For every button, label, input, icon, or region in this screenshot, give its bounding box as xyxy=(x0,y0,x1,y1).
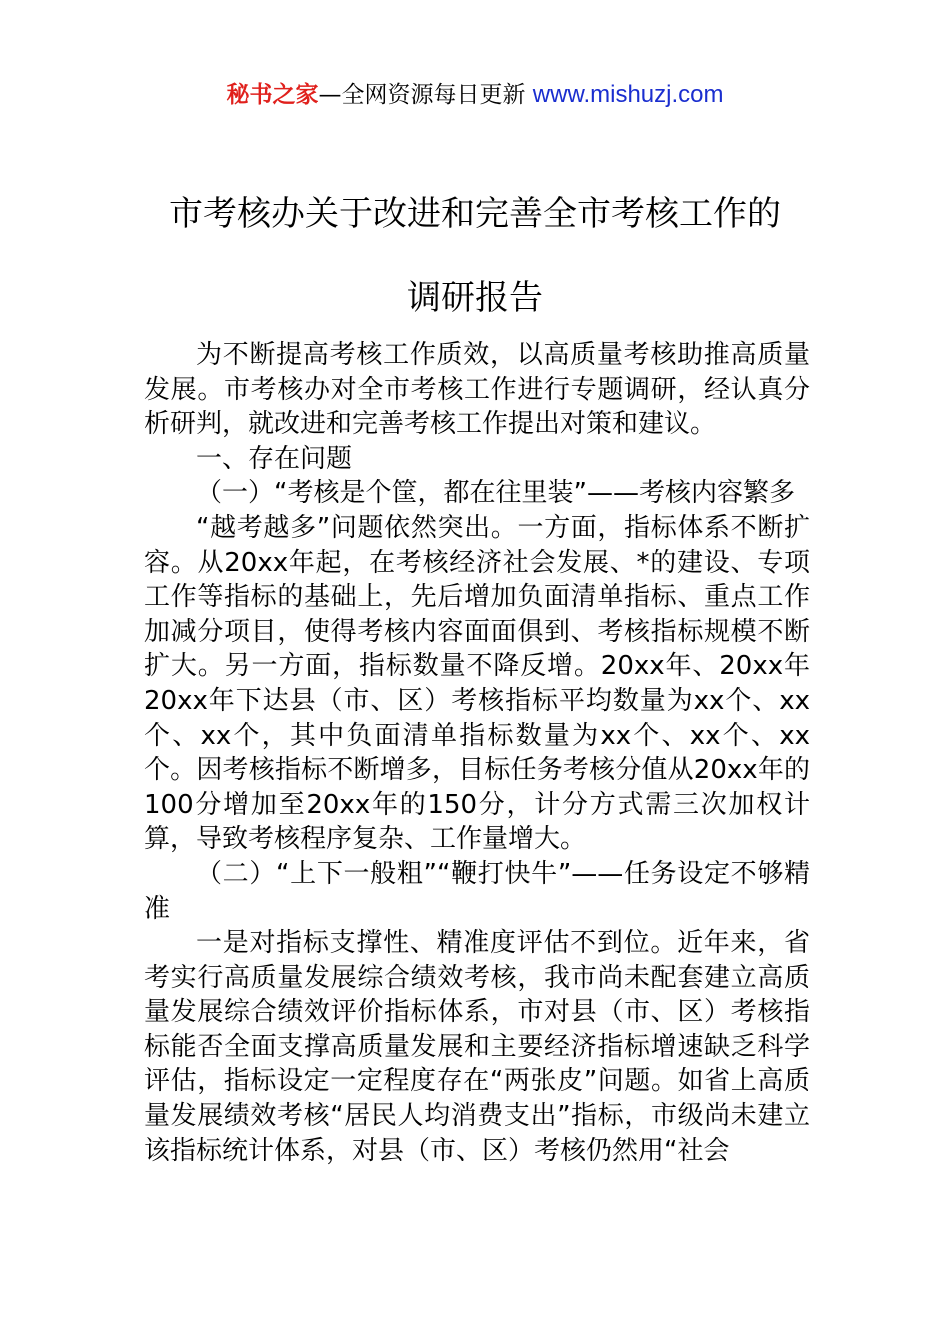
title-line-2: 调研报告 xyxy=(407,278,543,318)
site-tagline: —全网资源每日更新 xyxy=(318,82,526,108)
site-brand: 秘书之家 xyxy=(226,82,319,108)
title-line-1: 市考核办关于改进和完善全市考核工作的 xyxy=(169,194,781,234)
document-title xyxy=(100,172,850,340)
body-paragraph-2: 一是对指标支撑性、精准度评估不到位。近年来，省考实行高质量发展综合绩效考核，我市尚未配套建立高质量发展综合绩效评价指标体系，市对县（市、区）考核指标能否全面支撑高质量发展和主要经济指标增速缺乏科学评估，指标设定一定程度存在“两张皮”问题。如省上高质量发展绩效考核“居民人均消费支出”指标，市级尚未建立该指标统计体系，对县（市、区）考核仍然用“社会 xyxy=(144,928,810,1166)
section-heading: 一、存在问题 xyxy=(196,443,353,474)
subsection-heading-1: （一）“考核是个筐，都在往里装”——考核内容繁多 xyxy=(196,478,795,509)
document-body xyxy=(144,338,810,1168)
site-header xyxy=(0,78,950,112)
subsection-heading-2: （二）“上下一般粗”“鞭打快牛”——任务设定不够精准 xyxy=(144,858,810,924)
intro-paragraph: 为不断提高考核工作质效，以高质量考核助推高质量发展。市考核办对全市考核工作进行专题调研，经认真分析研判，就改进和完善考核工作提出对策和建议。 xyxy=(144,340,810,440)
body-paragraph-1: “越考越多”问题依然突出。一方面，指标体系不断扩容。从20xx年起，在考核经济社会发展、*的建设、专项工作等指标的基础上，先后增加负面清单指标、重点工作加减分项目，使得考核内容面面俱到、考核指标规模不断扩大。另一方面，指标数量不降反增。20xx年、20xx年20xx年下达县（市、区）考核指标平均数量为xx个、xx个、xx个，其中负面清单指标数量为xx个、xx个、xx个。因考核指标不断增多，目标任务考核分值从20xx年的100分增加至20xx年的150分，计分方式需三次加权计算，导致考核程序复杂、工作量增大。 xyxy=(144,512,810,855)
site-url-link[interactable]: www.mishuzj.com xyxy=(532,81,724,108)
